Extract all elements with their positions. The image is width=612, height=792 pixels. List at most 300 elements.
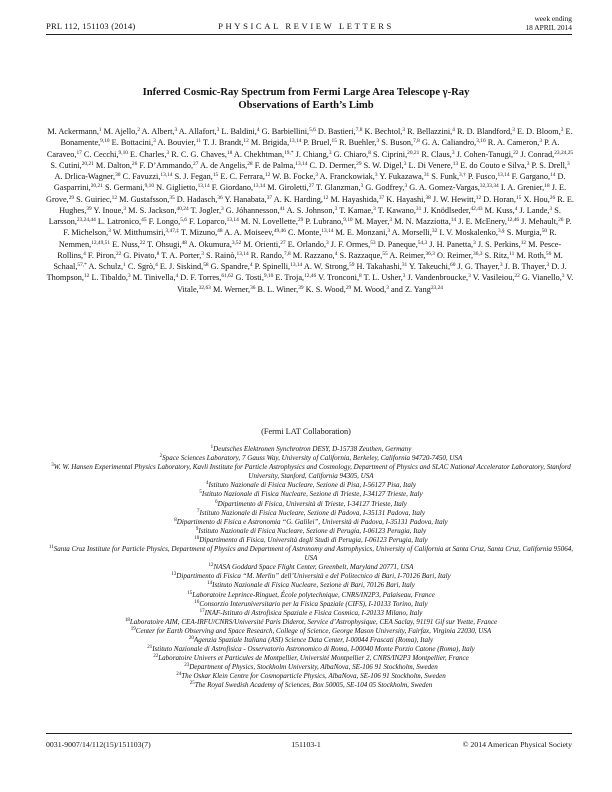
author-affiliation-marker: 35 [169, 194, 175, 201]
author-affiliation-marker: 3 [153, 138, 156, 145]
author-affiliation-marker: 55 [382, 250, 388, 257]
author-name: W. B. Focke, [272, 172, 316, 181]
title-line: Inferred Cosmic-Ray Spectrum from Fermi Large Area Telescope γ-Ray [142, 87, 470, 98]
affiliation-text: Dipartimento di Fisica “M. Merlin” dell’Università e del Politecnico di Bari, I-70126 Bari, Italy [176, 572, 451, 581]
author-entry [394, 217, 456, 226]
author-affiliation-marker: 26 [558, 216, 564, 223]
author-name: S. Ritz, [484, 250, 510, 260]
author-name: M. N. Mazziotta, [394, 217, 451, 226]
author-name: A. A. Moiseev, [224, 228, 274, 238]
author-entry [112, 240, 145, 249]
affiliation-entry [48, 563, 574, 572]
author-entry [433, 195, 481, 204]
affiliation-number: 9 [195, 527, 199, 533]
author-affiliation-marker: 39 [86, 205, 92, 212]
author-name: S. Razzaque, [339, 250, 383, 260]
author-entry [460, 161, 529, 170]
affiliation-text: Space Sciences Laboratory, 7 Gauss Way, University of California, Berkeley, California 94720-7450, USA [162, 454, 463, 463]
affiliation-text: W. W. Hansen Experimental Physics Laboratory, Kavli Institute for Particle Astrophysics and Cosmology, Department of Physics and SLAC National Accelerator Laboratory, Stanford University, Stanford, California 94305, USA [53, 463, 571, 481]
author-entry [365, 127, 406, 136]
affiliation-text: Dipartimento di Fisica e Astronomia “G. Galilei”, Università di Padova, I-35131 Padova, Italy [176, 517, 448, 526]
author-affiliation-marker: 3,47,‡ [165, 228, 179, 235]
author-entry [309, 161, 361, 170]
author-affiliation-marker: 18 [544, 183, 550, 190]
author-name: D. J. Thompson, [46, 262, 567, 283]
author-affiliation-marker: 3 [201, 250, 204, 257]
author-name: G. Chiaro, [333, 149, 369, 159]
author-affiliation-marker: 49,46 [273, 228, 286, 235]
author-affiliation-marker: 1 [98, 126, 102, 133]
author-affiliation-marker: 3 [387, 228, 391, 235]
author-name: L. Di Venere, [408, 160, 453, 170]
author-name: C. Monte, [288, 228, 322, 238]
author-entry [91, 273, 130, 282]
author-affiliation-marker: 4 [155, 261, 158, 268]
author-affiliation-marker: 3 [468, 273, 471, 280]
affiliation-number: 13 [171, 572, 177, 578]
author-name: X. Hou, [523, 194, 550, 204]
author-affiliation-marker: 5,6 [180, 216, 187, 223]
author-affiliation-marker: 17 [76, 149, 82, 156]
author-affiliation-marker: 32 [431, 228, 438, 235]
author-name: D. Paneque, [377, 239, 418, 249]
affiliation-number: 16 [194, 599, 200, 605]
affiliation-text: The Oskar Klein Centre for Cosmoparticle Physics, AlbaNova, SE-106 91 Stockholm, Sweden [181, 672, 446, 681]
author-affiliation-marker: 39 [298, 284, 304, 291]
author-affiliation-marker: 19,* [284, 149, 294, 156]
author-name: A. Schulz, [88, 262, 124, 271]
author-affiliation-marker: 4 [256, 126, 260, 133]
author-name: S. Buson, [381, 138, 414, 148]
author-name: M. Mayer, [354, 217, 390, 226]
author-affiliation-marker: 57,* [77, 261, 87, 268]
author-affiliation-marker: 5,6 [309, 126, 316, 133]
author-affiliation-marker: 3 [512, 126, 515, 133]
author-entry [296, 150, 332, 159]
author-affiliation-marker: 4 [334, 250, 338, 257]
author-affiliation-marker: 26 [131, 160, 138, 167]
author-affiliation-marker: 13,14 [197, 183, 210, 190]
affiliation-number: 15 [187, 590, 193, 596]
author-name: J. W. Hewitt, [432, 194, 476, 204]
author-affiliation-marker: 22 [514, 273, 520, 280]
author-affiliation-marker: 3 [389, 216, 393, 223]
author-name: E. J. Siskind, [159, 262, 204, 271]
author-affiliation-marker: 36 [250, 284, 256, 291]
author-name: I. V. Moskalenko, [439, 228, 498, 238]
author-entry [437, 251, 483, 260]
author-entry [251, 251, 291, 260]
author-affiliation-marker: 12 [475, 194, 482, 201]
week-label: week ending [534, 14, 572, 23]
author-affiliation-marker: 4 [249, 261, 253, 268]
affiliation-text: Dipartimento di Fisica, Università di Trieste, I-34127 Trieste, Italy [217, 499, 407, 508]
author-entry [287, 206, 338, 215]
author-entry [457, 262, 502, 271]
author-name: P. S. Drell, [531, 160, 567, 170]
author-affiliation-marker: 9,10 [343, 216, 353, 223]
author-name: M. Pesce-Rollins, [57, 239, 562, 260]
affiliation-number: 23 [184, 663, 190, 669]
affiliation-entry [48, 609, 574, 618]
author-affiliation-marker: 59 [349, 261, 355, 268]
author-affiliation-marker: 3 [174, 126, 178, 133]
author-name: Y. Inoue, [93, 205, 124, 215]
affiliation-text: Istituto Nazionale di Fisica Nucleare, Sezione di Pisa, I-56127 Pisa, Italy [208, 481, 416, 490]
author-entry [139, 161, 198, 170]
author-affiliation-marker: 12,46 [506, 216, 520, 223]
author-affiliation-marker: 61,62 [221, 273, 234, 280]
author-entry [293, 251, 338, 260]
author-affiliation-marker: 40,24 [176, 205, 189, 212]
author-entry [331, 240, 376, 249]
author-affiliation-marker: 50 [541, 228, 548, 235]
author-affiliation-marker: 3,52 [231, 239, 242, 246]
author-name: E. Bonamente, [60, 127, 573, 148]
affiliation-number: 22 [153, 654, 159, 660]
author-entry [147, 240, 187, 249]
author-name: A. Okumura, [188, 239, 232, 249]
author-name: and Z. Yang [390, 284, 431, 294]
author-affiliation-marker: 8 [359, 273, 362, 280]
author-name: T. Kawano, [377, 205, 416, 215]
author-name: D. Gasparrini, [53, 172, 566, 193]
author-entry [468, 172, 510, 181]
author-name: L. Tibaldo, [91, 273, 128, 283]
journal-name: PHYSICAL REVIEW LETTERS [218, 21, 394, 31]
author-name: F. de Palma, [254, 160, 296, 170]
author-entry [423, 206, 482, 215]
author-name: M. Gustafsson, [119, 194, 170, 204]
affiliation-entry [48, 454, 574, 463]
author-entry [203, 138, 249, 147]
author-name: M. Roth, [516, 250, 546, 260]
author-name: M. Ajello, [103, 127, 138, 136]
author-affiliation-marker: 12 [520, 239, 527, 246]
journal-reference: PRL 112, 151103 (2014) [46, 21, 136, 31]
author-name: G. Godfrey, [365, 183, 405, 193]
affiliation-number: 11 [48, 545, 54, 551]
affiliation-entry [48, 627, 574, 636]
author-name: T. Mizuno, [180, 228, 218, 238]
author-name: E. Charles, [130, 149, 167, 159]
author-name: P. A. Caraveo, [46, 138, 560, 159]
affiliation-number: 5 [199, 490, 202, 496]
author-affiliation-marker: 11 [195, 138, 202, 145]
author-entry [104, 127, 140, 136]
author-name: J. Cohen-Tanugi, [456, 149, 514, 159]
affiliation-text: Laboratoire AIM, CEA-IRFU/CNRS/Université Paris Diderot, Service d’Astrophysique, CEA Saclay, 91191 Gif sur Yvette, France [129, 617, 498, 626]
author-affiliation-marker: 3,16 [476, 138, 486, 145]
author-entry [304, 262, 355, 271]
author-entry [275, 273, 316, 282]
author-entry [389, 251, 435, 260]
author-entry [458, 217, 519, 226]
author-name: G. A. Gomez-Vargas, [409, 183, 480, 193]
author-affiliation-marker: 13,14 [290, 261, 303, 268]
author-name: J. Conrad, [520, 149, 555, 159]
affiliation-entry [48, 500, 574, 509]
author-name: A. de Angelis, [200, 160, 248, 170]
author-entry [225, 195, 273, 204]
affiliation-number: 4 [206, 481, 209, 487]
author-affiliation-marker: 3 [216, 126, 220, 133]
author-entry [54, 172, 120, 181]
author-name: S. J. Fegan, [174, 172, 213, 181]
author-entry [94, 206, 127, 215]
author-entry [220, 172, 270, 181]
author-name: F. Giordano, [211, 183, 254, 193]
author-affiliation-marker: 13,14 [497, 171, 510, 178]
author-entry [373, 150, 419, 159]
author-entry [339, 138, 379, 147]
author-name: M. Hayashida, [330, 194, 379, 204]
author-entry [128, 206, 189, 215]
author-affiliation-marker: 3 [402, 273, 406, 280]
author-affiliation-marker: 3 [566, 160, 570, 167]
author-affiliation-marker: 3 [546, 261, 550, 268]
author-entry [364, 273, 406, 282]
affiliation-number: 14 [207, 581, 213, 587]
author-entry [478, 240, 526, 249]
author-affiliation-marker: 3 [402, 126, 406, 133]
author-entry [84, 150, 128, 159]
page-number: 151103-1 [291, 740, 321, 749]
author-name: A. S. Johnson, [286, 205, 335, 215]
author-entry [355, 217, 392, 226]
author-list [46, 126, 574, 295]
affiliation-text: Consorzio Interuniversitario per la Fisica Spaziale (CIFS), I-10133 Torino, Italy [199, 599, 428, 608]
week-date: 18 APRIL 2014 [525, 22, 572, 32]
author-name: Y. Fukazawa, [379, 172, 424, 181]
author-affiliation-marker: 14 [450, 216, 457, 223]
author-affiliation-marker: 3 [221, 205, 224, 212]
author-name: J. Knödlseder, [423, 205, 471, 215]
author-entry [334, 150, 371, 159]
author-name: A. Franckowiak, [319, 172, 375, 181]
author-entry [171, 150, 232, 159]
author-affiliation-marker: 3 [376, 138, 380, 145]
author-entry [98, 217, 147, 226]
affiliation-text: Deutsches Elektronen Synchrotron DESY, D-15738 Zeuthen, Germany [213, 445, 412, 453]
affiliation-entry [48, 572, 574, 581]
author-affiliation-marker: 3 [404, 183, 408, 190]
author-name: S. Funk, [431, 172, 460, 181]
author-affiliation-marker: 26 [549, 194, 556, 201]
author-name: R. E. Hughes, [59, 194, 574, 215]
author-affiliation-marker: 31 [401, 261, 408, 268]
author-affiliation-marker: 15 [331, 138, 337, 145]
author-entry [392, 228, 438, 237]
author-name: R. C. G. Chaves, [171, 149, 227, 159]
author-entry [421, 150, 454, 159]
author-entry [473, 273, 520, 282]
author-affiliation-marker: 3 [373, 205, 376, 212]
author-affiliation-marker: 3 [123, 205, 127, 212]
author-affiliation-marker: 37 [266, 194, 273, 201]
author-name: F. D’Ammando, [139, 160, 194, 170]
affiliation-entry [48, 463, 574, 481]
author-name: M. Razzano, [292, 250, 335, 260]
affiliation-number: 2 [159, 454, 163, 460]
author-entry [386, 195, 431, 204]
affiliation-text: Laboratoire Leprince-Ringuet, École polytechnique, CNRS/IN2P3, Palaiseau, France [192, 590, 435, 599]
author-entry [156, 183, 210, 192]
author-affiliation-marker: 29 [297, 216, 304, 223]
author-name: G. Jóhannesson, [225, 205, 280, 215]
author-affiliation-marker: 30 [115, 171, 121, 178]
author-name: M. Brigida, [250, 138, 290, 148]
affiliation-text: Istituto Nazionale di Fisica Nucleare, Sezione di Perugia, I-06123 Perugia, Italy [198, 526, 427, 535]
author-affiliation-marker: 15 [212, 171, 219, 178]
author-name: E. C. Ferrara, [220, 172, 265, 181]
author-entry [189, 217, 239, 226]
author-name: E. Orlando, [287, 239, 327, 249]
author-name: D. Bastieri, [317, 127, 356, 136]
author-name: A. Allafort, [178, 127, 217, 136]
author-entry [189, 240, 242, 249]
author-affiliation-marker: 3 [451, 149, 455, 156]
author-name: P. Bruel, [303, 138, 332, 148]
author-affiliation-marker: 9,10 [100, 138, 110, 145]
author-name: P. Lubrano, [305, 217, 344, 226]
author-affiliation-marker: 53 [370, 239, 376, 246]
author-entry [339, 251, 387, 260]
author-affiliation-marker: 9,10 [263, 273, 274, 280]
affiliation-text: NASA Goddard Space Flight Center, Greenbelt, Maryland 20771, USA [213, 563, 414, 572]
author-entry [112, 138, 156, 147]
author-name: E. D. Bloom, [517, 127, 561, 136]
affiliation-entry [48, 663, 574, 672]
author-entry [50, 161, 94, 170]
affiliation-entry [48, 681, 574, 690]
author-affiliation-marker: 23,24,44 [76, 216, 96, 223]
author-name: E. Nuss, [112, 239, 140, 249]
author-name: W. Mitthumsiri, [112, 228, 166, 238]
author-name: R. Rando, [250, 250, 284, 260]
author-name: E. Troja, [275, 273, 305, 283]
author-entry [88, 251, 121, 260]
author-entry [234, 150, 294, 159]
author-name: K. S. Wood, [305, 284, 346, 294]
author-entry [378, 206, 422, 215]
author-affiliation-marker: 36 [217, 194, 223, 201]
author-entry [516, 251, 551, 260]
author-entry [255, 262, 303, 271]
author-name: S. W. Digel, [363, 160, 404, 170]
author-name: P. Fusco, [467, 172, 498, 181]
author-affiliation-marker: 42,43 [470, 205, 483, 212]
author-entry [149, 217, 187, 226]
author-entry [521, 217, 563, 226]
author-entry [96, 161, 137, 170]
author-name: F. Loparco, [189, 217, 227, 226]
author-entry [429, 240, 475, 249]
author-entry [485, 251, 515, 260]
author-affiliation-marker: 22 [513, 149, 519, 156]
author-affiliation-marker: 45 [141, 216, 147, 223]
affiliation-entry [48, 490, 574, 499]
author-entry [422, 138, 486, 147]
author-entry [267, 183, 314, 192]
author-entry [381, 138, 420, 147]
affiliation-entry [48, 545, 574, 563]
author-entry [379, 172, 429, 181]
affiliation-number: 10 [194, 536, 200, 542]
author-affiliation-marker: 7,8 [283, 250, 291, 257]
paper-title [60, 86, 552, 113]
author-entry [330, 195, 384, 204]
affiliation-text: Istituto Nazionale di Astrofisica - Osservatorio Astronomico di Roma, I-00040 Monte Porzio Catone (Roma), Italy [152, 645, 475, 654]
author-affiliation-marker: 3 [539, 138, 543, 145]
author-entry [521, 150, 574, 159]
author-name: J. Chiang, [295, 149, 329, 159]
author-name: R. Nemmen, [58, 228, 557, 249]
author-name: J. S. Perkins, [477, 239, 521, 249]
author-affiliation-marker: 3 [473, 239, 476, 246]
author-entry [212, 183, 265, 192]
author-entry [320, 172, 378, 181]
affiliation-text: Department of Physics, Stockholm University, AlbaNova, SE-106 91 Stockholm, Sweden [189, 663, 438, 672]
author-name: M. N. Lovellette, [240, 217, 298, 226]
author-affiliation-marker: 27 [308, 183, 315, 190]
author-affiliation-marker: 20,21 [90, 183, 103, 190]
author-name: P. Spinelli, [254, 262, 291, 271]
author-name: C. Cecchi, [83, 149, 119, 159]
author-entry [391, 285, 443, 294]
author-entry [483, 195, 521, 204]
author-affiliation-marker: 54,3 [417, 239, 428, 246]
author-entry [200, 161, 253, 170]
author-name: C. Favuzzi, [122, 172, 161, 181]
affiliation-number: 1 [210, 445, 214, 451]
author-entry [175, 172, 219, 181]
author-affiliation-marker: 13,14 [295, 160, 308, 167]
author-entry [522, 273, 565, 282]
author-name: C. D. Dermer, [309, 160, 357, 170]
author-entry [47, 127, 101, 136]
author-name: S. Guiriec, [76, 194, 112, 204]
author-entry [113, 228, 179, 237]
author-name: S. Larsson, [48, 205, 561, 226]
author-name: Y. Takeuchi, [408, 262, 451, 271]
author-affiliation-marker: 7,8 [355, 126, 363, 133]
author-entry [364, 161, 407, 170]
author-affiliation-marker: 1 [123, 261, 126, 268]
affiliation-entry [48, 591, 574, 600]
author-affiliation-marker: 3 [386, 284, 389, 291]
affiliation-text: Istituto Nazionale di Fisica Nucleare, Sezione di Bari, 70126 Bari, Italy [212, 581, 415, 590]
affiliation-entry [48, 509, 574, 518]
author-name: G. Vianello, [521, 273, 562, 283]
affiliation-number: 18 [124, 617, 130, 623]
footer-code: 0031-9007/14/112(15)/151103(7) [46, 740, 151, 749]
title-line: Observations of Earth’s Limb [238, 100, 374, 112]
author-entry [119, 195, 175, 204]
author-name: G. Tosti, [235, 273, 264, 283]
author-entry [519, 206, 552, 215]
author-entry [512, 172, 556, 181]
author-affiliation-marker: 3 [561, 273, 565, 280]
affiliation-number: 19 [130, 627, 136, 633]
author-entry [221, 127, 259, 136]
author-name: A. K. Harding, [273, 194, 323, 204]
author-entry [243, 240, 285, 249]
affiliation-list [48, 445, 574, 691]
author-affiliation-marker: 11 [509, 250, 515, 257]
author-affiliation-marker: 4 [514, 205, 518, 212]
author-affiliation-marker: 13,14 [160, 171, 173, 178]
